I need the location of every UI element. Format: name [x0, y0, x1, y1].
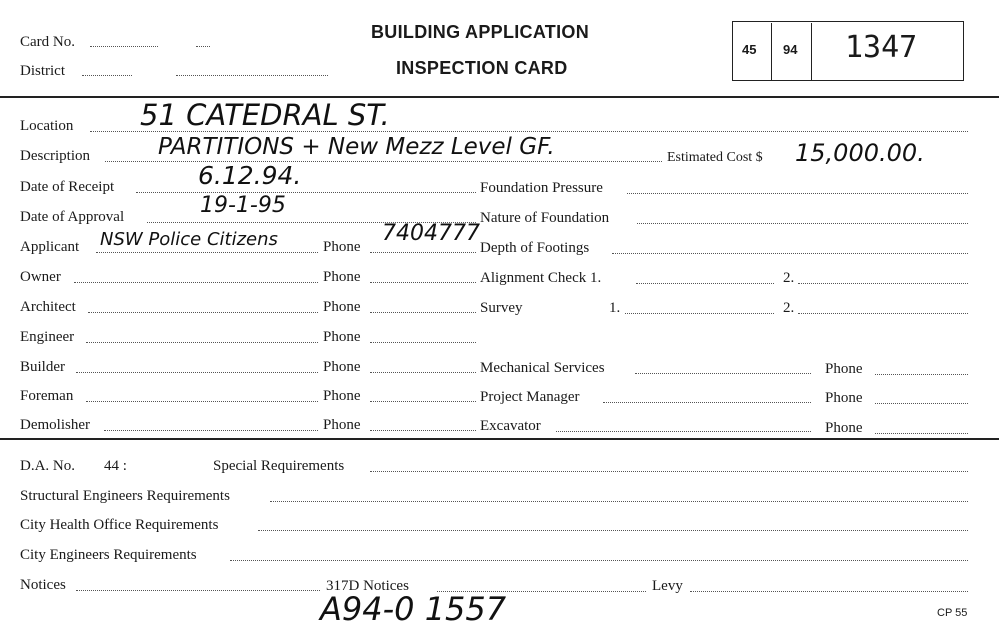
survey-2-field[interactable] — [798, 313, 968, 314]
date-of-approval-label: Date of Approval — [20, 209, 125, 225]
date-of-approval-value: 19-1-95 — [200, 193, 286, 218]
notices-317d-label: 317D Notices — [326, 578, 409, 594]
reference-number: 1347 — [845, 30, 918, 65]
da-no-value: 44 : — [104, 458, 127, 474]
mechanical-services-phone-field[interactable] — [875, 374, 968, 375]
location-value: 51 CATEDRAL ST. — [140, 98, 390, 132]
engineer-phone-label: Phone — [323, 329, 361, 345]
special-requirements-label: Special Requirements — [213, 458, 345, 474]
date-of-receipt-field[interactable] — [136, 192, 476, 193]
levy-field[interactable] — [690, 591, 968, 592]
survey-1-field[interactable] — [625, 313, 774, 314]
demolisher-label: Demolisher — [20, 417, 90, 433]
description-label: Description — [20, 148, 90, 164]
mechanical-services-label: Mechanical Services — [480, 360, 605, 376]
health-requirements-label: City Health Office Requirements — [20, 517, 219, 533]
estimated-cost-value: 15,000.00. — [795, 139, 925, 167]
file-number-handwritten: A94-0 1557 — [320, 590, 507, 628]
applicant-label: Applicant — [20, 239, 80, 255]
project-manager-field[interactable] — [603, 402, 811, 403]
alignment-check-2-field[interactable] — [798, 283, 968, 284]
survey-1-label: 1. — [609, 300, 621, 316]
date-of-receipt-value: 6.12.94. — [198, 161, 302, 190]
foundation-pressure-label: Foundation Pressure — [480, 180, 603, 196]
architect-phone-field[interactable] — [370, 312, 476, 313]
nature-of-foundation-field[interactable] — [637, 223, 968, 224]
applicant-phone-value: 7404777 — [382, 221, 480, 246]
depth-of-footings-field[interactable] — [612, 253, 968, 254]
applicant-field[interactable] — [96, 252, 318, 253]
excavator-field[interactable] — [556, 431, 811, 432]
depth-of-footings-label: Depth of Footings — [480, 240, 590, 256]
demolisher-phone-field[interactable] — [370, 430, 476, 431]
card-no-label: Card No. — [20, 34, 75, 50]
builder-label: Builder — [20, 359, 65, 375]
date-of-receipt-label: Date of Receipt — [20, 179, 115, 195]
architect-label: Architect — [20, 299, 76, 315]
mechanical-services-phone-label: Phone — [825, 361, 863, 377]
owner-label: Owner — [20, 269, 61, 285]
excavator-phone-field[interactable] — [875, 433, 968, 434]
excavator-phone-label: Phone — [825, 420, 863, 436]
district-field-2[interactable] — [176, 75, 328, 76]
notices-label: Notices — [20, 577, 66, 593]
city-engineers-requirements-field[interactable] — [230, 560, 968, 561]
special-requirements-field[interactable] — [370, 471, 968, 472]
mechanical-services-field[interactable] — [635, 373, 811, 374]
alignment-check-1-field[interactable] — [636, 283, 774, 284]
estimated-cost-label: Estimated Cost $ — [667, 150, 763, 165]
location-label: Location — [20, 118, 74, 134]
applicant-phone-label: Phone — [323, 239, 361, 255]
levy-label: Levy — [652, 578, 683, 594]
engineer-field[interactable] — [86, 342, 318, 343]
architect-field[interactable] — [88, 312, 318, 313]
reference-code-1: 45 — [742, 42, 757, 57]
foreman-phone-label: Phone — [323, 388, 361, 404]
survey-2-label: 2. — [783, 300, 795, 316]
district-label: District — [20, 63, 65, 79]
notices-field[interactable] — [76, 590, 320, 591]
reference-divider — [771, 23, 772, 80]
applicant-phone-field[interactable] — [370, 252, 476, 253]
survey-label: Survey — [480, 300, 523, 316]
card-no-suffix-field[interactable] — [196, 46, 210, 47]
demolisher-phone-label: Phone — [323, 417, 361, 433]
project-manager-phone-field[interactable] — [875, 403, 968, 404]
reference-code-2: 94 — [783, 42, 798, 57]
section-divider — [0, 438, 999, 440]
applicant-value: NSW Police Citizens — [100, 229, 278, 250]
form-subtitle: INSPECTION CARD — [396, 58, 568, 78]
alignment-check-label: Alignment Check 1. — [480, 270, 602, 286]
owner-phone-field[interactable] — [370, 282, 476, 283]
description-field[interactable] — [105, 161, 662, 162]
architect-phone-label: Phone — [323, 299, 361, 315]
excavator-label: Excavator — [480, 418, 541, 434]
project-manager-phone-label: Phone — [825, 390, 863, 406]
owner-phone-label: Phone — [323, 269, 361, 285]
form-code: CP 55 — [937, 607, 968, 619]
engineer-phone-field[interactable] — [370, 342, 476, 343]
alignment-check-2-label: 2. — [783, 270, 795, 286]
builder-phone-label: Phone — [323, 359, 361, 375]
foreman-phone-field[interactable] — [370, 401, 476, 402]
description-value: PARTITIONS + New Mezz Level GF. — [158, 134, 555, 160]
health-requirements-field[interactable] — [258, 530, 968, 531]
demolisher-field[interactable] — [104, 430, 318, 431]
foreman-field[interactable] — [86, 401, 318, 402]
form-title: BUILDING APPLICATION — [371, 22, 589, 42]
district-field[interactable] — [82, 75, 132, 76]
builder-field[interactable] — [76, 372, 318, 373]
project-manager-label: Project Manager — [480, 389, 580, 405]
engineer-label: Engineer — [20, 329, 75, 345]
structural-requirements-label: Structural Engineers Requirements — [20, 488, 230, 504]
structural-requirements-field[interactable] — [270, 501, 968, 502]
reference-divider — [811, 23, 812, 80]
foreman-label: Foreman — [20, 388, 74, 404]
da-no-label: D.A. No. — [20, 458, 75, 474]
city-engineers-requirements-label: City Engineers Requirements — [20, 547, 197, 563]
nature-of-foundation-label: Nature of Foundation — [480, 210, 610, 226]
foundation-pressure-field[interactable] — [627, 193, 968, 194]
card-no-field[interactable] — [90, 46, 158, 47]
builder-phone-field[interactable] — [370, 372, 476, 373]
owner-field[interactable] — [74, 282, 318, 283]
